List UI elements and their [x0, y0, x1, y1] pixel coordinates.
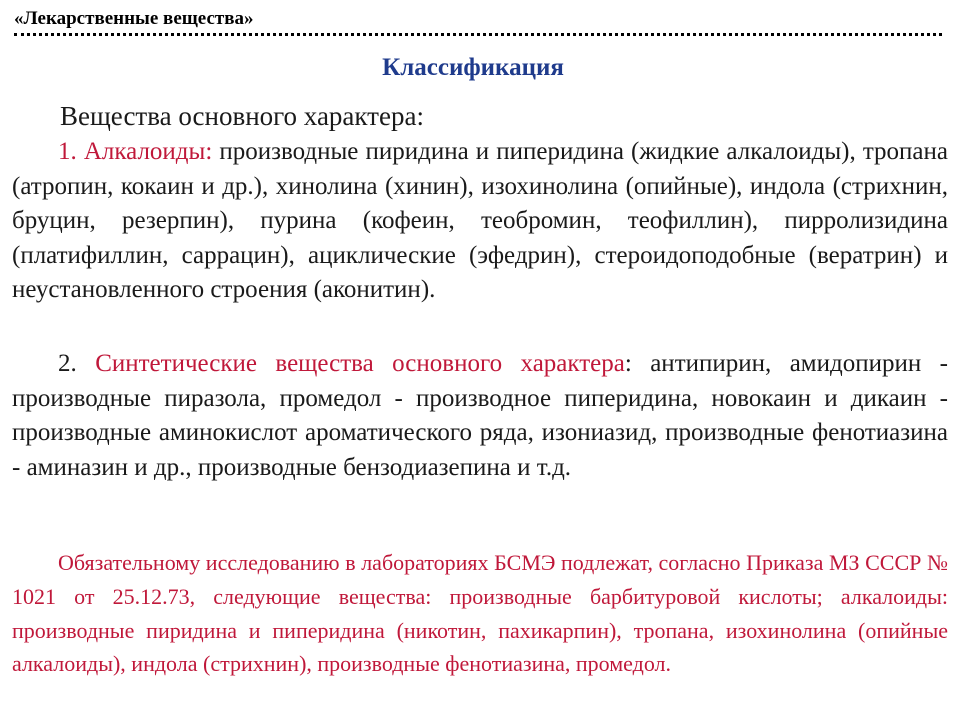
section-heading: Классификация [382, 54, 564, 81]
list-item-synthetic [12, 347, 948, 485]
lead-line: Вещества основного характера: [60, 101, 424, 131]
list-item-body: : антипирин, амидопирин - производные пиразола, промедол - производное пиперидина, новокаин и дикаин - производные аминокислот ароматического ряда, изониазид, производные фенотиазина - аминазин и др., производные бензодиазепина и т.д. [12, 350, 949, 481]
slide-header-title: «Лекарственные вещества» [14, 8, 254, 29]
list-item-body: производные пиридина и пиперидина (жидкие алкалоиды), тропана (атропин, кокаин и др.), хинолина (хинин), изохинолина (опийные), индола (стрихнин, бруцин, резерпин), пурина (кофеин, теобромин, теофиллин), пирролизидина (платифиллин, саррацин), ациклические (эфедрин), стероидоподобные (вератрин) и неустановленного строения (аконитин). [12, 138, 949, 304]
regulation-note: Обязательному исследованию в лабораториях БСМЭ подлежат, согласно Приказа МЗ СССР № 1021 от 25.12.73, следующие вещества: производные барбитуровой кислоты; алкалоиды: производные пиридина и пиперидина (никотин, пахикарпин), тропана, изохинолина (опийные алкалоиды), индола (стрихнин), производные фенотиазина, промедол. [12, 550, 948, 677]
list-item-alkaloids [12, 135, 948, 308]
list-item-number: 1. [58, 138, 84, 165]
list-item-term: Алкалоиды: [83, 138, 213, 165]
list-item-number: 2. [58, 350, 96, 377]
header-dotted-divider [14, 33, 942, 36]
list-item-term: Синтетические вещества основного характера [95, 350, 625, 377]
